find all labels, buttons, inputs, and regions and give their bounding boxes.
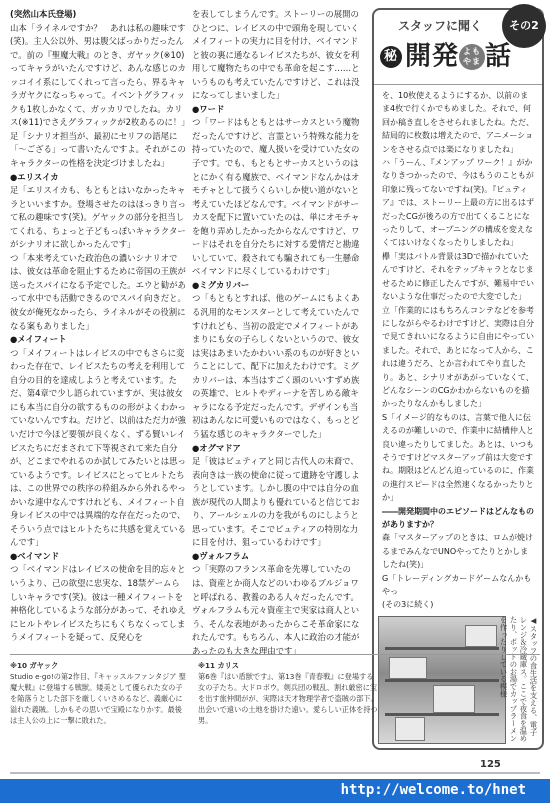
body-paragraph: (その3に続く) xyxy=(382,600,434,610)
interview-question: ――開発期間中のエピソードはどんなものがありますか？ xyxy=(382,506,534,529)
body-paragraph: 足「エリスイカも、もともとはいなかったキャラといいますか。登場させたのはほっきり言って私の趣味です(笑)。ゲヤックの部分を担当してくれる、ちょっと子どもっぽいキャラクターがシナリオに欲しかったんです」 xyxy=(10,185,186,250)
staff-interview-subtitle: スタッフに聞く xyxy=(398,19,483,33)
footnote-title: ※11 カリス xyxy=(198,661,239,670)
body-paragraph: 足「彼はビュティアと同じ古代人の末裔で、表向きは一族の使命に従って遺跡を守護しようとしています。しかし腹の中では自分の血族が現代の人間よりも優れていると信じており、アールシェルの力を我がものにしようと思っています。そこでビュティアの特別な力に目を付け、狙っているわけです」 xyxy=(192,456,360,548)
footnote-karisu xyxy=(198,660,378,726)
body-paragraph: 足「シナリオ担当が、最初にセリフの語尾に「〜ござる」って書いたんですよ。それがこのキャラクターの性格を決定づけましたね」 xyxy=(10,130,186,169)
yoyama-badge: よも やま xyxy=(459,44,485,70)
staff-interview-box xyxy=(372,8,544,750)
body-paragraph: つ「もともとすれば、他のゲームにもよくある汎用的なモンスターとして考えていたんですけれども、当初の設定でメイフィートがあまりにも女の子らしくないというので、彼女は実はあまいたかわいい系のものが好きということにして、配下に加えたわけです。ミグカリバーは、本当はすごく頭のいいすずめ族の英雄で、ヒルトやディーナを苦しめる敵キャラになる予定だったんです。デザインも当初はあんなに可愛いものではなく、もっとどう猛な感じのキャラクターでした」 xyxy=(192,293,360,439)
body-paragraph: 欅「実はバトル背景は3Dで描かれていたんですけど、それをテップキャラとなじませるために修正したんですが、難易中でいないような仕事だったので大変でした」 xyxy=(382,251,534,302)
staff-interview-column xyxy=(372,8,544,750)
body-paragraph: つ「ベイマンドはレイビスの使命を目的忘々というより、己の欲望に忠実な、18禁ゲームらしいキャラです(笑)。彼は一種メイフィートを神格化しているような部分があって、それゆえにヒルトやレイビスたちにもくちなくってしまうメイフィートを疑って、反発心を xyxy=(10,564,186,643)
body-paragraph: つ「実際のフランス革命を先導していたのは、資産とか商人などのいわゆるブルジョワと呼ばれる、教養のある人々だったんです。ヴォルフラムも元々資産主で実家は商人という、そんな表地があったからこそ革命家になれたんです。もちろん、本人に政治の才能があったのも大きな理由です」 xyxy=(192,564,360,656)
footnote-text: Studio e·go!の第2作目、『キャッスルファンタジア 聖魔大戦』に登場する戦獣。矮美として優られた女の子を陥落うとした部下を厳しくいさめるなど、義厳心に溢れた義賊。しかもその思いで宝殿になりかす。最後は主人公の上に一撃に敗れた。 xyxy=(10,672,186,725)
body-paragraph: つ「メイフィートはレイビスの中でもさらに変わった存在で、レイビスたちの考えを利用して自分の目的を達成しようと考えています。ただ、第4章で少し語られていますが、実は彼女にも本当に自分の欲するものの形がよくわかっていないんですね。だけど、以前はただ力が強いだけで今ほど要領が良くなく、ずる賢いレイビスたちにだまされて下等視されて来た自分が、どこまでやれるのか試してみたいとは思っているようです。レイビスにとってヒルトたちは、この世界での秩序の枠組みから外れるやっかいな連中なんですけれども、メイフィート自身レイビスの中では異端的な存在だったので、そういう点ではヒルトたちに共感を覚えているんです」 xyxy=(10,347,186,548)
body-paragraph: つ「ワードはもともとはサーカスという魔物だったんですけど、言霊という特殊な能力を持っていたので、魔人扱いを受けていた女の子です。でも、もともとサーカスというのはとにかく有る魔族で、ベイマンドなんかはオモチャとして扱うくらいしか使い道がないと考えていたほどなんです。ベイマンドがサーカスを配下に置いていたのは、単にオモチャを飽り弄めしたかったからなんですけど、ワードはそれを自分たちに対する愛情だと勘違いしていて、殺されても騙されても一生懸命ベイマンドに尽くしているわけです」 xyxy=(192,117,360,277)
article-column-middle xyxy=(192,8,364,658)
title-part-hanashi: 話 xyxy=(485,41,513,72)
body-paragraph: 森「マスターアップのときは、ロムが焼けるまでみんなでUNOやってたりとかしましたね(笑)」 xyxy=(382,533,534,570)
kitchen-photo xyxy=(378,616,506,744)
section-heading: ●ベイマンド xyxy=(10,550,60,561)
staff-interview-title xyxy=(380,41,513,72)
footnote-text: 第6巻『はい盾獣です』、第13巻『青春戦』に登場する女の子たち。大ドロボウ。剣兵団の戦乱、割れ厳密に宝を出す旅仲間がが、実際は天才物理学者で盗賊の部下。出会いで遠いの土地を掛けた遠い。愛らしい正体を持つ男。 xyxy=(198,672,378,725)
body-paragraph: ハ「うーん、『メンアップ ワーク！』がかなりきつかったので、今はもうのこともが印象に残ってないですね(笑)。『ピュティア』では、ストーリー上最の方に出るはずだったCGが後ろの方で出てくることになったりして、オープニングの構成を変えなくてはいけなくなったりしましたね」 xyxy=(382,158,534,248)
page-rule xyxy=(10,772,540,774)
photo-area xyxy=(374,616,542,744)
photo-caption: ◀スタッフの食生活を支える、電子レンジ＆冷蔵庫ス。ここで夜食を温めたり、ポットのお湯でカップラーメンを作ったりしている模様 xyxy=(499,615,538,742)
body-paragraph: 山本「ライネルですか？ あれは私の趣味です(笑)。主人公以外、男は腹父ばっかりだったんで。前の『聖魔大戦』のとき、ガヤック(※10)ってキャラがいたんですけど、あんな感じのカッコイイ系にしてくれって言ったら、界るキャラガヤクになっちゃって。イベントグラフィックも1枚しかなくて、ガッカリでしたね。カリス(※11)でさえグラフィックが2枚あるのに！」 xyxy=(10,22,190,128)
section-heading: ●ミグカリバー xyxy=(192,279,250,290)
body-paragraph: を、10枚使えるようにするか、以前のまま4枚で行くかでもめました。それで、何回か稿き直しをさせられましたね。ただ、結局的に枚数は増えたので、アニメーションをさせる点では楽になりましたね」 xyxy=(382,91,534,154)
body-paragraph: つ「本来考えていた政治色の濃いシナリオでは、彼女は革命を阻止するために帝国の王族が送ったスパイになる予定でした。エウと勧があって水中でも活動できるのでスパイ向きだと。彼女が俺死なかったら、ライネルがその役割になる案もありました」 xyxy=(10,252,186,331)
section-heading: ●メイフィート xyxy=(10,334,67,345)
site-url: http://welcome.to/hnet xyxy=(340,782,526,798)
url-banner xyxy=(0,779,550,803)
secret-badge-icon: 秘 xyxy=(380,46,402,68)
part-number-badge: その2 xyxy=(502,4,546,48)
body-paragraph: 立「作業的にはもちろんコンテなどを参考にしながらやるわけですけど、実際は自分で見てきれいになるように自由にやっていました。それで、あとになって人から、これは違うだろ、とか言われてやり直したり。あと、シナリオがあがっていなくて、どんなシーンのCGかわからないものを描かったりなんかもしました」 xyxy=(382,305,534,409)
staff-interview-body xyxy=(374,85,542,612)
article-column-left xyxy=(10,8,190,645)
title-part-kaihatsu: 開発 xyxy=(405,41,460,72)
body-paragraph: を表してしまうんです。ストーリーの展開のひとつに、レイビスの中で頭角を現していくメイフィートの実力に目を付け、ベイマンドと彼の裏に通なるレイビスたちが、彼女を利用して魔物たちの中でも革命を起こす……というものも考えていたんですけど、これは没になってしまいました」 xyxy=(192,9,360,101)
body-paragraph: S「イメージ的なものは、言葉で他人に伝えるのが難しいので、作業中に結構仲人と良い違ったりしてました。あとは、いつもそうですけどマスターアップ前は大変ですね。期限はどんどん迫っているのに、作業の進行スピードは全然速くなるかったりとか」 xyxy=(382,412,534,503)
section-heading: ●ヴォルフラム xyxy=(192,550,250,561)
footnote-divider xyxy=(10,654,540,655)
footnote-title: ※10 ガヤック xyxy=(10,661,59,670)
section-heading: ●エリスイカ xyxy=(10,171,59,182)
section-heading: ●ワード xyxy=(192,103,225,114)
section-heading: (突然山本氏登場) xyxy=(10,9,77,19)
staff-interview-header xyxy=(374,10,542,85)
body-paragraph: G「トレーディングカードゲームなんかもやっ xyxy=(382,573,532,597)
section-heading: ●オグマドア xyxy=(192,442,241,453)
page-number: 125 xyxy=(480,759,501,770)
